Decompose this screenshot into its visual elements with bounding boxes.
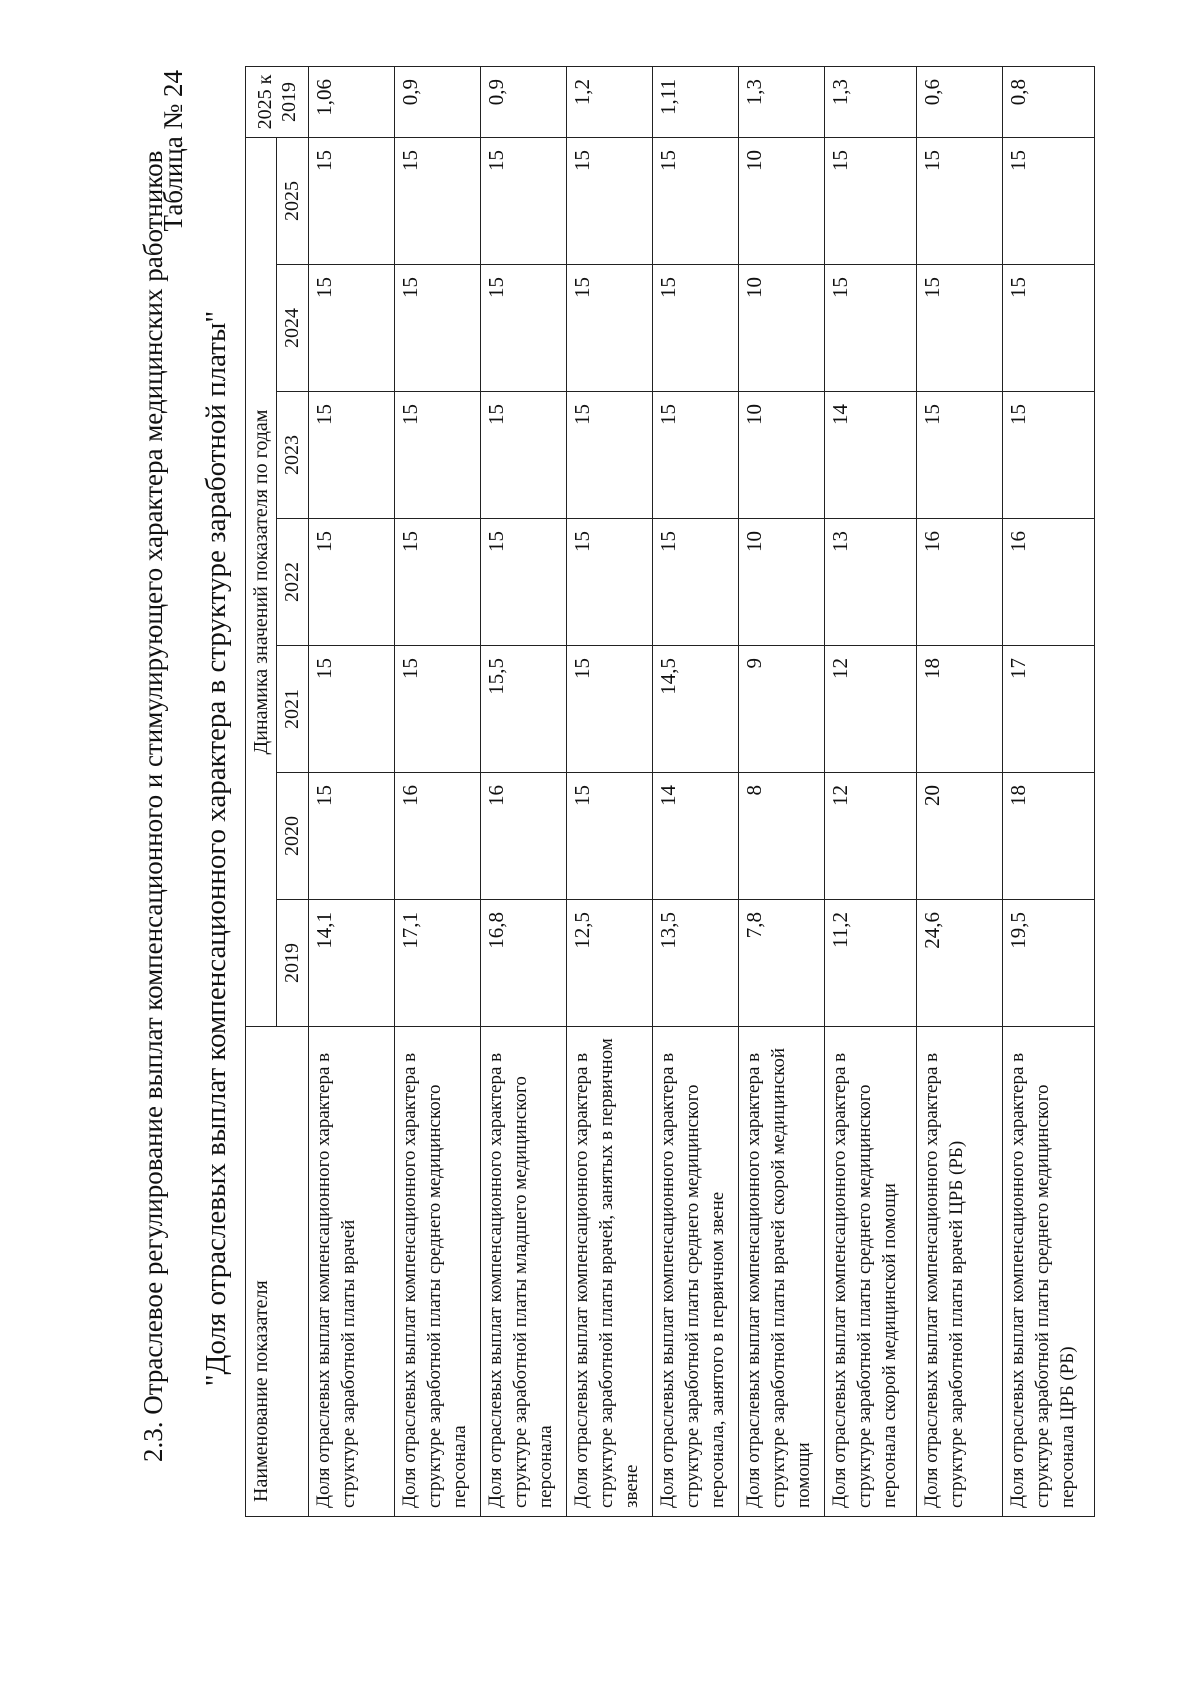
- year-value-cell: 14: [824, 392, 916, 519]
- year-value-cell: 15,5: [480, 646, 566, 773]
- year-value-cell: 15: [480, 137, 566, 264]
- year-value-cell: 15: [308, 265, 394, 392]
- year-value-cell: 24,6: [916, 900, 1002, 1027]
- header-year: 2020: [277, 773, 308, 900]
- table-row: [394, 66, 480, 1516]
- year-value-cell: 15: [308, 137, 394, 264]
- ratio-cell: 1,3: [738, 66, 824, 137]
- ratio-cell: 0,6: [916, 66, 1002, 137]
- year-value-cell: 15: [308, 519, 394, 646]
- table-row: [738, 66, 824, 1516]
- year-value-cell: 15: [308, 773, 394, 900]
- year-value-cell: 15: [566, 646, 652, 773]
- indicator-name: Доля отраслевых выплат компенсационного характера в структуре заработной платы младшего медицинского персонала: [480, 1027, 566, 1517]
- year-value-cell: 15: [824, 137, 916, 264]
- year-value-cell: 15: [566, 773, 652, 900]
- year-value-cell: 15: [1002, 265, 1094, 392]
- indicator-name: Доля отраслевых выплат компенсационного характера в структуре заработной платы врачей скорой медицинской помощи: [738, 1027, 824, 1517]
- ratio-cell: 1,06: [308, 66, 394, 137]
- year-value-cell: 16: [394, 773, 480, 900]
- table-row: [480, 66, 566, 1516]
- year-value-cell: 16: [480, 773, 566, 900]
- header-year: 2019: [277, 900, 308, 1027]
- year-value-cell: 15: [566, 519, 652, 646]
- year-value-cell: 13: [824, 519, 916, 646]
- year-value-cell: 15: [394, 265, 480, 392]
- year-value-cell: 15: [394, 392, 480, 519]
- ratio-cell: 0,8: [1002, 66, 1094, 137]
- indicator-name: Доля отраслевых выплат компенсационного характера в структуре заработной платы врачей: [308, 1027, 394, 1517]
- year-value-cell: 15: [308, 392, 394, 519]
- year-value-cell: 15: [652, 265, 738, 392]
- indicator-name: Доля отраслевых выплат компенсационного характера в структуре заработной платы среднего медицинского персонала: [394, 1027, 480, 1517]
- year-value-cell: 13,5: [652, 900, 738, 1027]
- indicator-name: Доля отраслевых выплат компенсационного характера в структуре заработной платы среднего медицинского персонала, занятого в первичном звене: [652, 1027, 738, 1517]
- year-value-cell: 15: [566, 265, 652, 392]
- indicator-name: Доля отраслевых выплат компенсационного характера в структуре заработной платы врачей, занятых в первичном звене: [566, 1027, 652, 1517]
- year-value-cell: 15: [480, 519, 566, 646]
- year-value-cell: 15: [916, 392, 1002, 519]
- header-dynamics-group: Динамика значений показателя по годам: [246, 137, 277, 1026]
- year-value-cell: 17,1: [394, 900, 480, 1027]
- year-value-cell: 16: [1002, 519, 1094, 646]
- year-value-cell: 15: [652, 392, 738, 519]
- header-year: 2025: [277, 137, 308, 264]
- indicator-name: Доля отраслевых выплат компенсационного характера в структуре заработной платы среднего медицинского персонала скорой медицинской помощи: [824, 1027, 916, 1517]
- year-value-cell: 11,2: [824, 900, 916, 1027]
- table-row: [916, 66, 1002, 1516]
- year-value-cell: 14: [652, 773, 738, 900]
- table-caption: "Доля отраслевых выплат компенсационного характера в структуре заработной платы": [200, 310, 232, 1387]
- year-value-cell: 8: [738, 773, 824, 900]
- header-ratio: 2025 к 2019: [246, 66, 309, 137]
- year-value-cell: 9: [738, 646, 824, 773]
- header-year: 2024: [277, 265, 308, 392]
- year-value-cell: 7,8: [738, 900, 824, 1027]
- year-value-cell: 16,8: [480, 900, 566, 1027]
- year-value-cell: 12: [824, 773, 916, 900]
- year-value-cell: 15: [1002, 137, 1094, 264]
- table-row: [652, 66, 738, 1516]
- year-value-cell: 12: [824, 646, 916, 773]
- year-value-cell: 18: [1002, 773, 1094, 900]
- year-value-cell: 15: [916, 137, 1002, 264]
- year-value-cell: 10: [738, 392, 824, 519]
- table-row: [1002, 66, 1094, 1516]
- year-value-cell: 10: [738, 265, 824, 392]
- year-value-cell: 15: [652, 137, 738, 264]
- year-value-cell: 15: [394, 519, 480, 646]
- year-value-cell: 15: [566, 137, 652, 264]
- year-value-cell: 17: [1002, 646, 1094, 773]
- year-value-cell: 18: [916, 646, 1002, 773]
- ratio-cell: 0,9: [480, 66, 566, 137]
- year-value-cell: 15: [394, 137, 480, 264]
- year-value-cell: 15: [566, 392, 652, 519]
- year-value-cell: 15: [308, 646, 394, 773]
- section-title: 2.3. Отраслевое регулирование выплат компенсационного и стимулирующего характера медицинских работников: [138, 150, 168, 1462]
- year-value-cell: 15: [394, 646, 480, 773]
- table-row: [824, 66, 916, 1516]
- table-number-label: Таблица № 24: [158, 70, 188, 232]
- table-row: [566, 66, 652, 1516]
- year-value-cell: 15: [480, 392, 566, 519]
- table-row: [308, 66, 394, 1516]
- year-value-cell: 16: [916, 519, 1002, 646]
- year-value-cell: 15: [916, 265, 1002, 392]
- header-year: 2023: [277, 392, 308, 519]
- ratio-cell: 0,9: [394, 66, 480, 137]
- year-value-cell: 15: [824, 265, 916, 392]
- year-value-cell: 15: [1002, 392, 1094, 519]
- ratio-cell: 1,3: [824, 66, 916, 137]
- year-value-cell: 14,1: [308, 900, 394, 1027]
- year-value-cell: 12,5: [566, 900, 652, 1027]
- ratio-cell: 1,2: [566, 66, 652, 137]
- year-value-cell: 20: [916, 773, 1002, 900]
- year-value-cell: 15: [480, 265, 566, 392]
- indicator-name: Доля отраслевых выплат компенсационного характера в структуре заработной платы врачей ЦРБ (РБ): [916, 1027, 1002, 1517]
- header-year: 2022: [277, 519, 308, 646]
- year-value-cell: 15: [652, 519, 738, 646]
- compensation-share-table: [245, 66, 1095, 1517]
- header-year: 2021: [277, 646, 308, 773]
- year-value-cell: 10: [738, 519, 824, 646]
- year-value-cell: 14,5: [652, 646, 738, 773]
- year-value-cell: 10: [738, 137, 824, 264]
- ratio-cell: 1,11: [652, 66, 738, 137]
- year-value-cell: 19,5: [1002, 900, 1094, 1027]
- indicator-name: Доля отраслевых выплат компенсационного характера в структуре заработной платы среднего медицинского персонала ЦРБ (РБ): [1002, 1027, 1094, 1517]
- header-indicator-name: Наименование показателя: [246, 1027, 309, 1517]
